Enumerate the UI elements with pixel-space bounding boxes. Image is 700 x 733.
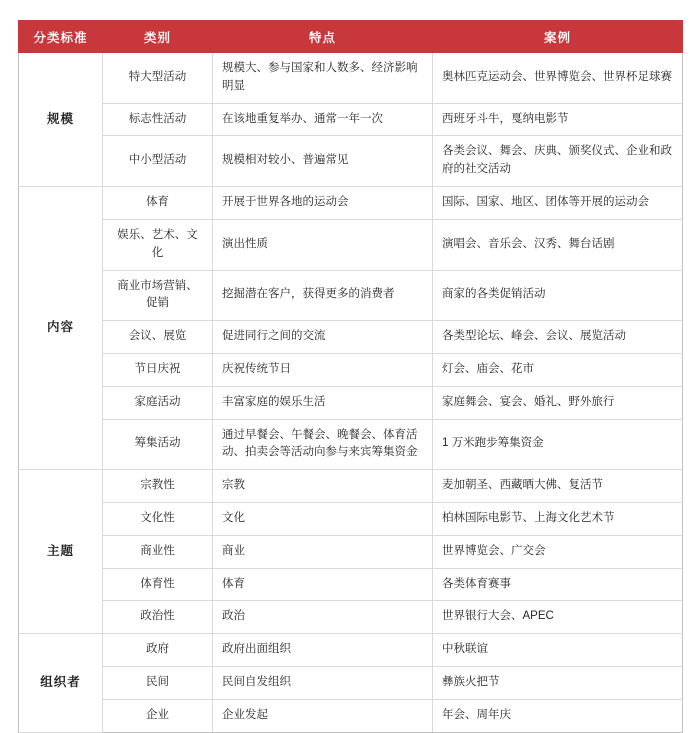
cell-case: 奥林匹克运动会、世界博览会、世界杯足球赛 [433,53,683,104]
table-row [19,503,683,536]
table-header [19,21,683,53]
cell-feature: 企业发起 [213,699,433,732]
cell-criterion: 内容 [19,187,103,470]
cell-case: 中秋联谊 [433,634,683,667]
column-header-feature: 特点 [213,21,433,53]
cell-case: 各类会议、舞会、庆典、颁奖仪式、企业和政府的社交活动 [433,136,683,187]
cell-category: 会议、展览 [103,321,213,354]
cell-feature: 政治 [213,601,433,634]
cell-feature: 演出性质 [213,219,433,270]
cell-case: 家庭舞会、宴会、婚礼、野外旅行 [433,386,683,419]
table-row [19,53,683,104]
cell-feature: 在该地重复举办、通常一年一次 [213,103,433,136]
table-row [19,219,683,270]
cell-category: 商业性 [103,535,213,568]
table-row [19,419,683,470]
table-row [19,321,683,354]
cell-case: 各类型论坛、峰会、会议、展览活动 [433,321,683,354]
table-row [19,568,683,601]
cell-category: 特大型活动 [103,53,213,104]
event-classification-table [18,20,683,733]
cell-feature: 规模相对较小、普遍常见 [213,136,433,187]
cell-category: 筹集活动 [103,419,213,470]
table-row [19,470,683,503]
cell-case: 演唱会、音乐会、汉秀、舞台话剧 [433,219,683,270]
cell-feature: 挖掘潜在客户，获得更多的消费者 [213,270,433,321]
cell-criterion: 组织者 [19,634,103,732]
cell-feature: 商业 [213,535,433,568]
table-row [19,386,683,419]
table-row [19,667,683,700]
cell-case: 年会、周年庆 [433,699,683,732]
table-row [19,136,683,187]
cell-case: 灯会、庙会、花市 [433,353,683,386]
cell-category: 民间 [103,667,213,700]
cell-feature: 政府出面组织 [213,634,433,667]
cell-feature: 通过早餐会、午餐会、晚餐会、体育活动、拍卖会等活动向参与来宾筹集资金 [213,419,433,470]
table-row [19,634,683,667]
cell-category: 标志性活动 [103,103,213,136]
table-row [19,353,683,386]
column-header-case: 案例 [433,21,683,53]
cell-category: 娱乐、艺术、文化 [103,219,213,270]
column-header-criterion: 分类标准 [19,21,103,53]
cell-case: 柏林国际电影节、上海文化艺术节 [433,503,683,536]
cell-case: 世界银行大会、APEC [433,601,683,634]
cell-case: 国际、国家、地区、团体等开展的运动会 [433,187,683,220]
table-row [19,187,683,220]
cell-category: 中小型活动 [103,136,213,187]
cell-category: 商业市场营销、促销 [103,270,213,321]
cell-feature: 宗教 [213,470,433,503]
column-header-category: 类别 [103,21,213,53]
cell-category: 政治性 [103,601,213,634]
cell-feature: 庆祝传统节日 [213,353,433,386]
cell-category: 节日庆祝 [103,353,213,386]
cell-category: 政府 [103,634,213,667]
cell-feature: 规模大、参与国家和人数多、经济影响明显 [213,53,433,104]
cell-category: 文化性 [103,503,213,536]
table-row [19,699,683,732]
cell-category: 企业 [103,699,213,732]
cell-category: 家庭活动 [103,386,213,419]
cell-category: 宗教性 [103,470,213,503]
cell-case: 1 万米跑步筹集资金 [433,419,683,470]
cell-category: 体育性 [103,568,213,601]
cell-feature: 体育 [213,568,433,601]
cell-feature: 文化 [213,503,433,536]
table-row [19,535,683,568]
cell-feature: 开展于世界各地的运动会 [213,187,433,220]
table-row [19,270,683,321]
cell-feature: 丰富家庭的娱乐生活 [213,386,433,419]
cell-case: 世界博览会、广交会 [433,535,683,568]
table-header-row [19,21,683,53]
cell-criterion: 规模 [19,53,103,187]
cell-category: 体育 [103,187,213,220]
cell-feature: 民间自发组织 [213,667,433,700]
cell-case: 麦加朝圣、西藏晒大佛、复活节 [433,470,683,503]
table-body [19,53,683,733]
cell-case: 商家的各类促销活动 [433,270,683,321]
cell-case: 西班牙斗牛，戛纳电影节 [433,103,683,136]
cell-criterion: 主题 [19,470,103,634]
table-row [19,103,683,136]
cell-feature: 促进同行之间的交流 [213,321,433,354]
cell-case: 各类体育赛事 [433,568,683,601]
cell-case: 彝族火把节 [433,667,683,700]
table-row [19,601,683,634]
